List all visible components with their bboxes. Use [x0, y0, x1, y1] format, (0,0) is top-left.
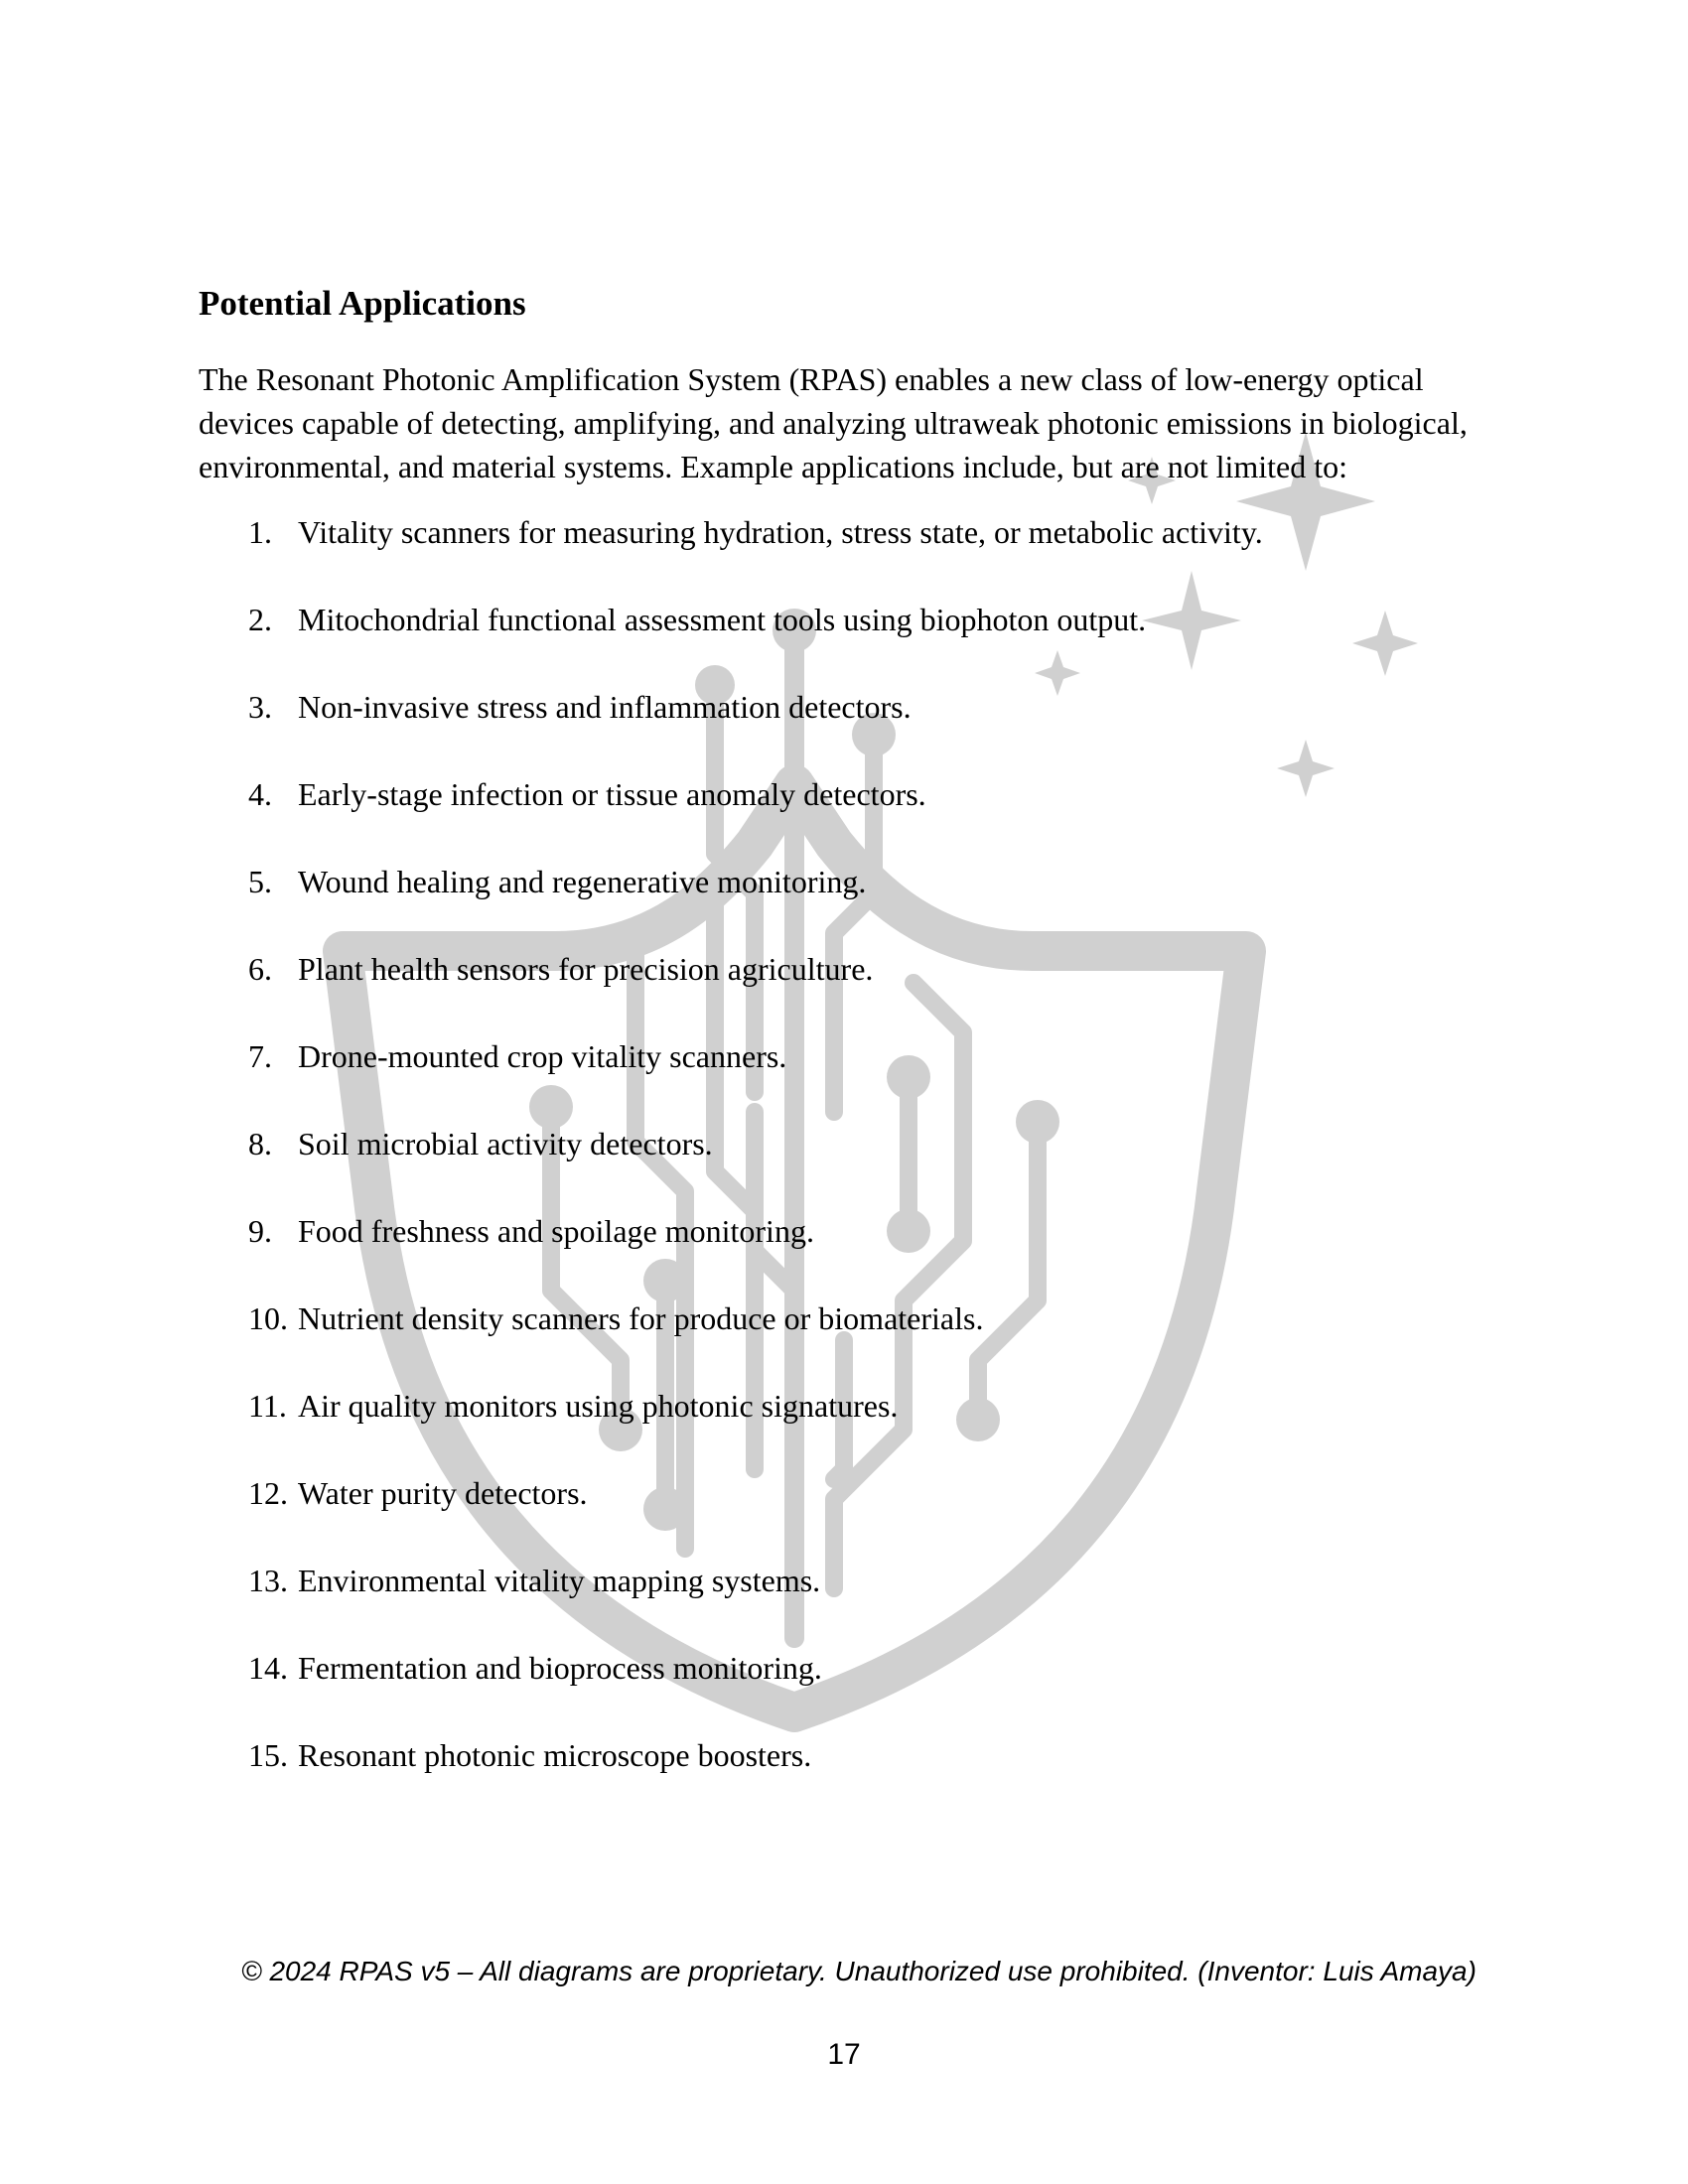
list-item-text: Resonant photonic microscope boosters.	[298, 1737, 812, 1773]
applications-list	[199, 510, 1489, 1777]
intro-paragraph: The Resonant Photonic Amplification System (RPAS) enables a new class of low-energy optical devices capable of detecting, amplifying, and analyzing ultraweak photonic emissions in biological, environmental, and material systems. Example applications include, but are not limited to:	[199, 361, 1468, 484]
list-item	[199, 510, 1489, 554]
list-item-number: 8.	[248, 1126, 272, 1161]
list-item-text: Soil microbial activity detectors.	[298, 1126, 713, 1161]
list-item-text: Air quality monitors using photonic signatures.	[298, 1388, 899, 1424]
list-item-number: 2.	[248, 602, 272, 637]
list-item	[199, 685, 1489, 729]
list-item-number: 9.	[248, 1213, 272, 1249]
list-item-text: Water purity detectors.	[298, 1475, 588, 1511]
list-item	[199, 1733, 1489, 1777]
list-item-number: 1.	[248, 514, 272, 550]
list-item-text: Mitochondrial functional assessment tools using biophoton output.	[298, 602, 1147, 637]
list-item-text: Nutrient density scanners for produce or biomaterials.	[298, 1300, 984, 1336]
list-item-text: Fermentation and bioprocess monitoring.	[298, 1650, 822, 1686]
list-item-number: 3.	[248, 689, 272, 725]
list-item-text: Drone-mounted crop vitality scanners.	[298, 1038, 787, 1074]
list-item-number: 10.	[248, 1300, 288, 1336]
main-content	[199, 280, 1489, 1821]
list-item	[199, 1297, 1489, 1340]
list-item	[199, 1646, 1489, 1690]
list-item-text: Environmental vitality mapping systems.	[298, 1563, 821, 1598]
list-item-number: 4.	[248, 776, 272, 812]
list-item-text: Early-stage infection or tissue anomaly detectors.	[298, 776, 926, 812]
list-item	[199, 947, 1489, 991]
page-number: 17	[827, 2038, 861, 2071]
list-item-text: Plant health sensors for precision agriculture.	[298, 951, 874, 987]
list-item	[199, 1034, 1489, 1078]
list-item	[199, 1122, 1489, 1165]
list-item-number: 15.	[248, 1737, 288, 1773]
list-item-text: Non-invasive stress and inflammation detectors.	[298, 689, 912, 725]
list-item-number: 14.	[248, 1650, 288, 1686]
list-item-number: 7.	[248, 1038, 272, 1074]
list-item	[199, 1384, 1489, 1428]
section-heading: Potential Applications	[199, 284, 526, 323]
list-item-number: 13.	[248, 1563, 288, 1598]
list-item-text: Wound healing and regenerative monitoring.	[298, 864, 867, 899]
list-item	[199, 772, 1489, 816]
list-item	[199, 860, 1489, 903]
list-item	[199, 1471, 1489, 1515]
list-item-number: 11.	[248, 1388, 287, 1424]
copyright-footer: © 2024 RPAS v5 – All diagrams are proprietary. Unauthorized use prohibited. (Inventor: Luis Amaya)	[241, 1956, 1477, 1986]
list-item-number: 12.	[248, 1475, 288, 1511]
list-item-text: Food freshness and spoilage monitoring.	[298, 1213, 814, 1249]
list-item-number: 5.	[248, 864, 272, 899]
list-item	[199, 598, 1489, 641]
list-item	[199, 1209, 1489, 1253]
list-item	[199, 1559, 1489, 1602]
list-item-number: 6.	[248, 951, 272, 987]
list-item-text: Vitality scanners for measuring hydration, stress state, or metabolic activity.	[298, 514, 1263, 550]
